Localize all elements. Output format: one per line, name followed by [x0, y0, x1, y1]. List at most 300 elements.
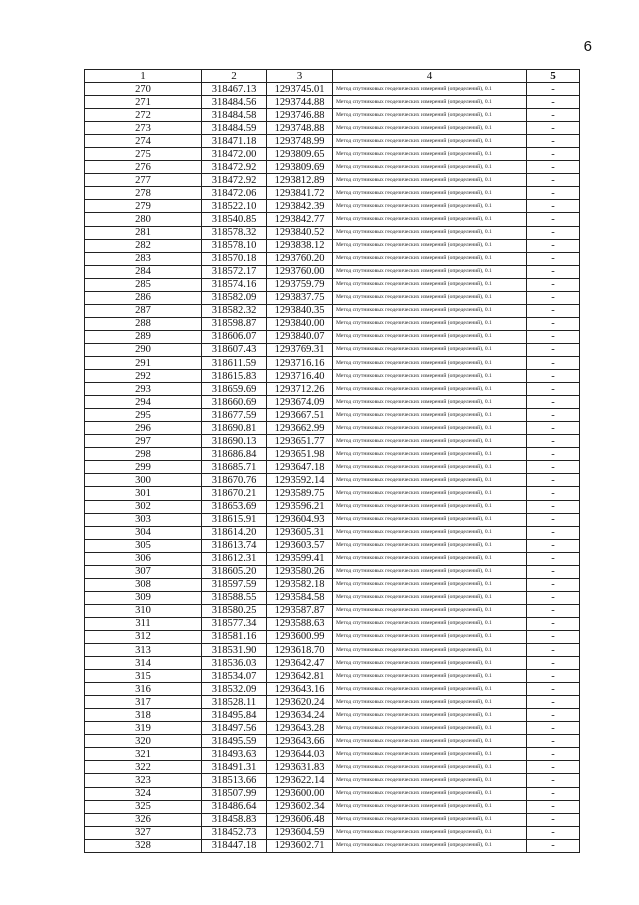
point-number-cell: 315: [85, 670, 202, 683]
point-number-cell: 271: [85, 96, 202, 109]
method-cell: Метод спутниковых геодезических измерений (определений), 0.1: [333, 787, 527, 800]
method-cell: Метод спутниковых геодезических измерений (определений), 0.1: [333, 474, 527, 487]
x-coordinate-cell: 318659.69: [202, 383, 267, 396]
y-coordinate-cell: 1293605.31: [267, 526, 333, 539]
error-cell: -: [527, 291, 580, 304]
x-coordinate-cell: 318447.18: [202, 839, 267, 852]
method-cell: Метод спутниковых геодезических измерений (определений), 0.1: [333, 252, 527, 265]
method-cell: Метод спутниковых геодезических измерений (определений), 0.1: [333, 304, 527, 317]
x-coordinate-cell: 318690.81: [202, 422, 267, 435]
method-cell: Метод спутниковых геодезических измерений (определений), 0.1: [333, 96, 527, 109]
point-number-cell: 297: [85, 435, 202, 448]
x-coordinate-cell: 318497.56: [202, 722, 267, 735]
point-number-cell: 281: [85, 226, 202, 239]
error-cell: -: [527, 370, 580, 383]
x-coordinate-cell: 318513.66: [202, 774, 267, 787]
point-number-cell: 276: [85, 161, 202, 174]
x-coordinate-cell: 318607.43: [202, 343, 267, 356]
table-row: [85, 109, 580, 122]
method-cell: Метод спутниковых геодезических измерений (определений), 0.1: [333, 422, 527, 435]
point-number-cell: 304: [85, 526, 202, 539]
method-cell: Метод спутниковых геодезических измерений (определений), 0.1: [333, 657, 527, 670]
error-cell: -: [527, 787, 580, 800]
x-coordinate-cell: 318472.92: [202, 174, 267, 187]
x-coordinate-cell: 318532.09: [202, 683, 267, 696]
y-coordinate-cell: 1293620.24: [267, 696, 333, 709]
point-number-cell: 310: [85, 604, 202, 617]
error-cell: -: [527, 474, 580, 487]
point-number-cell: 286: [85, 291, 202, 304]
method-cell: Метод спутниковых геодезических измерений (определений), 0.1: [333, 500, 527, 513]
x-coordinate-cell: 318581.16: [202, 630, 267, 643]
method-cell: Метод спутниковых геодезических измерений (определений), 0.1: [333, 604, 527, 617]
error-cell: -: [527, 800, 580, 813]
table-row: [85, 96, 580, 109]
table-row: [85, 487, 580, 500]
method-cell: Метод спутниковых геодезических измерений (определений), 0.1: [333, 774, 527, 787]
point-number-cell: 273: [85, 122, 202, 135]
x-coordinate-cell: 318614.20: [202, 526, 267, 539]
error-cell: -: [527, 226, 580, 239]
error-cell: -: [527, 422, 580, 435]
method-cell: Метод спутниковых геодезических измерений (определений), 0.1: [333, 370, 527, 383]
table-row: [85, 278, 580, 291]
method-cell: Метод спутниковых геодезических измерений (определений), 0.1: [333, 174, 527, 187]
method-cell: Метод спутниковых геодезических измерений (определений), 0.1: [333, 761, 527, 774]
table-row: [85, 122, 580, 135]
y-coordinate-cell: 1293600.99: [267, 630, 333, 643]
y-coordinate-cell: 1293837.75: [267, 291, 333, 304]
error-cell: -: [527, 630, 580, 643]
error-cell: -: [527, 83, 580, 96]
table-row: [85, 148, 580, 161]
table-row: [85, 644, 580, 657]
x-coordinate-cell: 318580.25: [202, 604, 267, 617]
method-cell: Метод спутниковых геодезических измерений (определений), 0.1: [333, 526, 527, 539]
x-coordinate-cell: 318588.55: [202, 591, 267, 604]
x-coordinate-cell: 318690.13: [202, 435, 267, 448]
point-number-cell: 324: [85, 787, 202, 800]
point-number-cell: 305: [85, 539, 202, 552]
error-cell: -: [527, 513, 580, 526]
x-coordinate-cell: 318611.59: [202, 356, 267, 369]
error-cell: -: [527, 343, 580, 356]
table-row: [85, 813, 580, 826]
error-cell: -: [527, 604, 580, 617]
table-row: [85, 474, 580, 487]
x-coordinate-cell: 318570.18: [202, 252, 267, 265]
x-coordinate-cell: 318534.07: [202, 670, 267, 683]
x-coordinate-cell: 318612.31: [202, 552, 267, 565]
error-cell: -: [527, 826, 580, 839]
method-cell: Метод спутниковых геодезических измерений (определений), 0.1: [333, 330, 527, 343]
method-cell: Метод спутниковых геодезических измерений (определений), 0.1: [333, 83, 527, 96]
table-row: [85, 683, 580, 696]
y-coordinate-cell: 1293644.03: [267, 748, 333, 761]
point-number-cell: 272: [85, 109, 202, 122]
method-cell: Метод спутниковых геодезических измерений (определений), 0.1: [333, 356, 527, 369]
x-coordinate-cell: 318606.07: [202, 330, 267, 343]
table-row: [85, 226, 580, 239]
y-coordinate-cell: 1293604.93: [267, 513, 333, 526]
error-cell: -: [527, 330, 580, 343]
error-cell: -: [527, 709, 580, 722]
x-coordinate-cell: 318495.59: [202, 735, 267, 748]
y-coordinate-cell: 1293662.99: [267, 422, 333, 435]
method-cell: Метод спутниковых геодезических измерений (определений), 0.1: [333, 317, 527, 330]
point-number-cell: 300: [85, 474, 202, 487]
method-cell: Метод спутниковых геодезических измерений (определений), 0.1: [333, 122, 527, 135]
point-number-cell: 306: [85, 552, 202, 565]
error-cell: -: [527, 617, 580, 630]
error-cell: -: [527, 748, 580, 761]
y-coordinate-cell: 1293840.35: [267, 304, 333, 317]
error-cell: -: [527, 213, 580, 226]
method-cell: Метод спутниковых геодезических измерений (определений), 0.1: [333, 735, 527, 748]
table-row: [85, 252, 580, 265]
point-number-cell: 302: [85, 500, 202, 513]
table-row: [85, 800, 580, 813]
point-number-cell: 308: [85, 578, 202, 591]
y-coordinate-cell: 1293716.16: [267, 356, 333, 369]
point-number-cell: 309: [85, 591, 202, 604]
y-coordinate-cell: 1293744.88: [267, 96, 333, 109]
y-coordinate-cell: 1293642.47: [267, 657, 333, 670]
point-number-cell: 288: [85, 317, 202, 330]
y-coordinate-cell: 1293603.57: [267, 539, 333, 552]
y-coordinate-cell: 1293584.58: [267, 591, 333, 604]
y-coordinate-cell: 1293600.00: [267, 787, 333, 800]
error-cell: -: [527, 552, 580, 565]
x-coordinate-cell: 318531.90: [202, 644, 267, 657]
point-number-cell: 279: [85, 200, 202, 213]
y-coordinate-cell: 1293596.21: [267, 500, 333, 513]
point-number-cell: 284: [85, 265, 202, 278]
error-cell: -: [527, 161, 580, 174]
column-header-1: 1: [85, 70, 202, 83]
y-coordinate-cell: 1293809.65: [267, 148, 333, 161]
method-cell: Метод спутниковых геодезических измерений (определений), 0.1: [333, 709, 527, 722]
table-row: [85, 617, 580, 630]
method-cell: Метод спутниковых геодезических измерений (определений), 0.1: [333, 813, 527, 826]
table-row: [85, 435, 580, 448]
method-cell: Метод спутниковых геодезических измерений (определений), 0.1: [333, 435, 527, 448]
error-cell: -: [527, 383, 580, 396]
error-cell: -: [527, 252, 580, 265]
method-cell: Метод спутниковых геодезических измерений (определений), 0.1: [333, 291, 527, 304]
x-coordinate-cell: 318582.32: [202, 304, 267, 317]
error-cell: -: [527, 96, 580, 109]
y-coordinate-cell: 1293589.75: [267, 487, 333, 500]
error-cell: -: [527, 578, 580, 591]
point-number-cell: 301: [85, 487, 202, 500]
point-number-cell: 316: [85, 683, 202, 696]
y-coordinate-cell: 1293651.77: [267, 435, 333, 448]
y-coordinate-cell: 1293769.31: [267, 343, 333, 356]
point-number-cell: 326: [85, 813, 202, 826]
method-cell: Метод спутниковых геодезических измерений (определений), 0.1: [333, 839, 527, 852]
method-cell: Метод спутниковых геодезических измерений (определений), 0.1: [333, 748, 527, 761]
table-row: [85, 591, 580, 604]
error-cell: -: [527, 500, 580, 513]
error-cell: -: [527, 278, 580, 291]
table-row: [85, 657, 580, 670]
table-row: [85, 83, 580, 96]
point-number-cell: 277: [85, 174, 202, 187]
x-coordinate-cell: 318536.03: [202, 657, 267, 670]
error-cell: -: [527, 839, 580, 852]
point-number-cell: 293: [85, 383, 202, 396]
method-cell: Метод спутниковых геодезических измерений (определений), 0.1: [333, 343, 527, 356]
point-number-cell: 323: [85, 774, 202, 787]
point-number-cell: 320: [85, 735, 202, 748]
table-row: [85, 409, 580, 422]
x-coordinate-cell: 318484.58: [202, 109, 267, 122]
point-number-cell: 290: [85, 343, 202, 356]
x-coordinate-cell: 318598.87: [202, 317, 267, 330]
table-row: [85, 630, 580, 643]
method-cell: Метод спутниковых геодезических измерений (определений), 0.1: [333, 396, 527, 409]
table-row: [85, 578, 580, 591]
x-coordinate-cell: 318472.92: [202, 161, 267, 174]
y-coordinate-cell: 1293712.26: [267, 383, 333, 396]
x-coordinate-cell: 318472.06: [202, 187, 267, 200]
y-coordinate-cell: 1293838.12: [267, 239, 333, 252]
x-coordinate-cell: 318471.18: [202, 135, 267, 148]
method-cell: Метод спутниковых геодезических измерений (определений), 0.1: [333, 487, 527, 500]
x-coordinate-cell: 318572.17: [202, 265, 267, 278]
x-coordinate-cell: 318653.69: [202, 500, 267, 513]
table-row: [85, 552, 580, 565]
x-coordinate-cell: 318577.34: [202, 617, 267, 630]
point-number-cell: 292: [85, 370, 202, 383]
y-coordinate-cell: 1293604.59: [267, 826, 333, 839]
error-cell: -: [527, 174, 580, 187]
y-coordinate-cell: 1293760.20: [267, 252, 333, 265]
y-coordinate-cell: 1293745.01: [267, 83, 333, 96]
y-coordinate-cell: 1293716.40: [267, 370, 333, 383]
x-coordinate-cell: 318528.11: [202, 696, 267, 709]
y-coordinate-cell: 1293606.48: [267, 813, 333, 826]
method-cell: Метод спутниковых геодезических измерений (определений), 0.1: [333, 278, 527, 291]
table-row: [85, 787, 580, 800]
error-cell: -: [527, 813, 580, 826]
y-coordinate-cell: 1293841.72: [267, 187, 333, 200]
method-cell: Метод спутниковых геодезических измерений (определений), 0.1: [333, 591, 527, 604]
method-cell: Метод спутниковых геодезических измерений (определений), 0.1: [333, 670, 527, 683]
table-row: [85, 696, 580, 709]
method-cell: Метод спутниковых геодезических измерений (определений), 0.1: [333, 265, 527, 278]
x-coordinate-cell: 318484.56: [202, 96, 267, 109]
error-cell: -: [527, 396, 580, 409]
x-coordinate-cell: 318486.64: [202, 800, 267, 813]
error-cell: -: [527, 683, 580, 696]
error-cell: -: [527, 122, 580, 135]
y-coordinate-cell: 1293580.26: [267, 565, 333, 578]
table-body: [85, 83, 580, 853]
method-cell: Метод спутниковых геодезических измерений (определений), 0.1: [333, 161, 527, 174]
x-coordinate-cell: 318615.83: [202, 370, 267, 383]
table-row: [85, 839, 580, 852]
table-row: [85, 265, 580, 278]
column-header-4: 4: [333, 70, 527, 83]
table-row: [85, 304, 580, 317]
y-coordinate-cell: 1293643.66: [267, 735, 333, 748]
table-row: [85, 383, 580, 396]
x-coordinate-cell: 318685.71: [202, 461, 267, 474]
method-cell: Метод спутниковых геодезических измерений (определений), 0.1: [333, 461, 527, 474]
point-number-cell: 294: [85, 396, 202, 409]
table-row: [85, 161, 580, 174]
point-number-cell: 318: [85, 709, 202, 722]
point-number-cell: 296: [85, 422, 202, 435]
x-coordinate-cell: 318686.84: [202, 448, 267, 461]
method-cell: Метод спутниковых геодезических измерений (определений), 0.1: [333, 683, 527, 696]
point-number-cell: 317: [85, 696, 202, 709]
y-coordinate-cell: 1293582.18: [267, 578, 333, 591]
x-coordinate-cell: 318484.59: [202, 122, 267, 135]
table-row: [85, 513, 580, 526]
y-coordinate-cell: 1293667.51: [267, 409, 333, 422]
point-number-cell: 275: [85, 148, 202, 161]
point-number-cell: 280: [85, 213, 202, 226]
table-row: [85, 761, 580, 774]
table-row: [85, 330, 580, 343]
y-coordinate-cell: 1293599.41: [267, 552, 333, 565]
y-coordinate-cell: 1293651.98: [267, 448, 333, 461]
method-cell: Метод спутниковых геодезических измерений (определений), 0.1: [333, 383, 527, 396]
point-number-cell: 307: [85, 565, 202, 578]
point-number-cell: 321: [85, 748, 202, 761]
table-row: [85, 174, 580, 187]
table-row: [85, 239, 580, 252]
table-row: [85, 709, 580, 722]
x-coordinate-cell: 318578.10: [202, 239, 267, 252]
point-number-cell: 303: [85, 513, 202, 526]
point-number-cell: 311: [85, 617, 202, 630]
y-coordinate-cell: 1293647.18: [267, 461, 333, 474]
table-row: [85, 317, 580, 330]
error-cell: -: [527, 487, 580, 500]
y-coordinate-cell: 1293842.77: [267, 213, 333, 226]
error-cell: -: [527, 539, 580, 552]
method-cell: Метод спутниковых геодезических измерений (определений), 0.1: [333, 448, 527, 461]
y-coordinate-cell: 1293618.70: [267, 644, 333, 657]
y-coordinate-cell: 1293748.88: [267, 122, 333, 135]
table-row: [85, 291, 580, 304]
x-coordinate-cell: 318491.31: [202, 761, 267, 774]
y-coordinate-cell: 1293602.34: [267, 800, 333, 813]
column-header-2: 2: [202, 70, 267, 83]
x-coordinate-cell: 318670.21: [202, 487, 267, 500]
method-cell: Метод спутниковых геодезических измерений (определений), 0.1: [333, 800, 527, 813]
error-cell: -: [527, 187, 580, 200]
table-header-row: [85, 70, 580, 83]
method-cell: Метод спутниковых геодезических измерений (определений), 0.1: [333, 696, 527, 709]
x-coordinate-cell: 318472.00: [202, 148, 267, 161]
coordinates-table: [84, 69, 580, 853]
method-cell: Метод спутниковых геодезических измерений (определений), 0.1: [333, 226, 527, 239]
x-coordinate-cell: 318578.32: [202, 226, 267, 239]
y-coordinate-cell: 1293840.00: [267, 317, 333, 330]
error-cell: -: [527, 265, 580, 278]
table-row: [85, 213, 580, 226]
point-number-cell: 328: [85, 839, 202, 852]
point-number-cell: 289: [85, 330, 202, 343]
error-cell: -: [527, 109, 580, 122]
method-cell: Метод спутниковых геодезических измерений (определений), 0.1: [333, 826, 527, 839]
table-row: [85, 774, 580, 787]
table-row: [85, 500, 580, 513]
point-number-cell: 278: [85, 187, 202, 200]
method-cell: Метод спутниковых геодезических измерений (определений), 0.1: [333, 539, 527, 552]
table-row: [85, 187, 580, 200]
y-coordinate-cell: 1293842.39: [267, 200, 333, 213]
error-cell: -: [527, 722, 580, 735]
error-cell: -: [527, 657, 580, 670]
method-cell: Метод спутниковых геодезических измерений (определений), 0.1: [333, 239, 527, 252]
error-cell: -: [527, 448, 580, 461]
point-number-cell: 282: [85, 239, 202, 252]
table-row: [85, 748, 580, 761]
error-cell: -: [527, 356, 580, 369]
x-coordinate-cell: 318540.85: [202, 213, 267, 226]
table-row: [85, 526, 580, 539]
y-coordinate-cell: 1293840.52: [267, 226, 333, 239]
error-cell: -: [527, 591, 580, 604]
point-number-cell: 319: [85, 722, 202, 735]
method-cell: Метод спутниковых геодезических измерений (определений), 0.1: [333, 187, 527, 200]
point-number-cell: 274: [85, 135, 202, 148]
table-row: [85, 722, 580, 735]
y-coordinate-cell: 1293812.89: [267, 174, 333, 187]
point-number-cell: 287: [85, 304, 202, 317]
table-row: [85, 356, 580, 369]
table-row: [85, 826, 580, 839]
table-row: [85, 200, 580, 213]
x-coordinate-cell: 318677.59: [202, 409, 267, 422]
y-coordinate-cell: 1293760.00: [267, 265, 333, 278]
table-row: [85, 343, 580, 356]
error-cell: -: [527, 304, 580, 317]
method-cell: Метод спутниковых геодезических измерений (определений), 0.1: [333, 565, 527, 578]
point-number-cell: 291: [85, 356, 202, 369]
x-coordinate-cell: 318615.91: [202, 513, 267, 526]
error-cell: -: [527, 644, 580, 657]
method-cell: Метод спутниковых геодезических измерений (определений), 0.1: [333, 552, 527, 565]
point-number-cell: 295: [85, 409, 202, 422]
x-coordinate-cell: 318574.16: [202, 278, 267, 291]
x-coordinate-cell: 318495.84: [202, 709, 267, 722]
y-coordinate-cell: 1293748.99: [267, 135, 333, 148]
x-coordinate-cell: 318660.69: [202, 396, 267, 409]
table-row: [85, 670, 580, 683]
table-row: [85, 396, 580, 409]
y-coordinate-cell: 1293746.88: [267, 109, 333, 122]
x-coordinate-cell: 318670.76: [202, 474, 267, 487]
method-cell: Метод спутниковых геодезических измерений (определений), 0.1: [333, 630, 527, 643]
point-number-cell: 327: [85, 826, 202, 839]
error-cell: -: [527, 670, 580, 683]
table-row: [85, 422, 580, 435]
method-cell: Метод спутниковых геодезических измерений (определений), 0.1: [333, 109, 527, 122]
error-cell: -: [527, 200, 580, 213]
method-cell: Метод спутниковых геодезических измерений (определений), 0.1: [333, 213, 527, 226]
x-coordinate-cell: 318467.13: [202, 83, 267, 96]
table-row: [85, 539, 580, 552]
x-coordinate-cell: 318582.09: [202, 291, 267, 304]
x-coordinate-cell: 318507.99: [202, 787, 267, 800]
